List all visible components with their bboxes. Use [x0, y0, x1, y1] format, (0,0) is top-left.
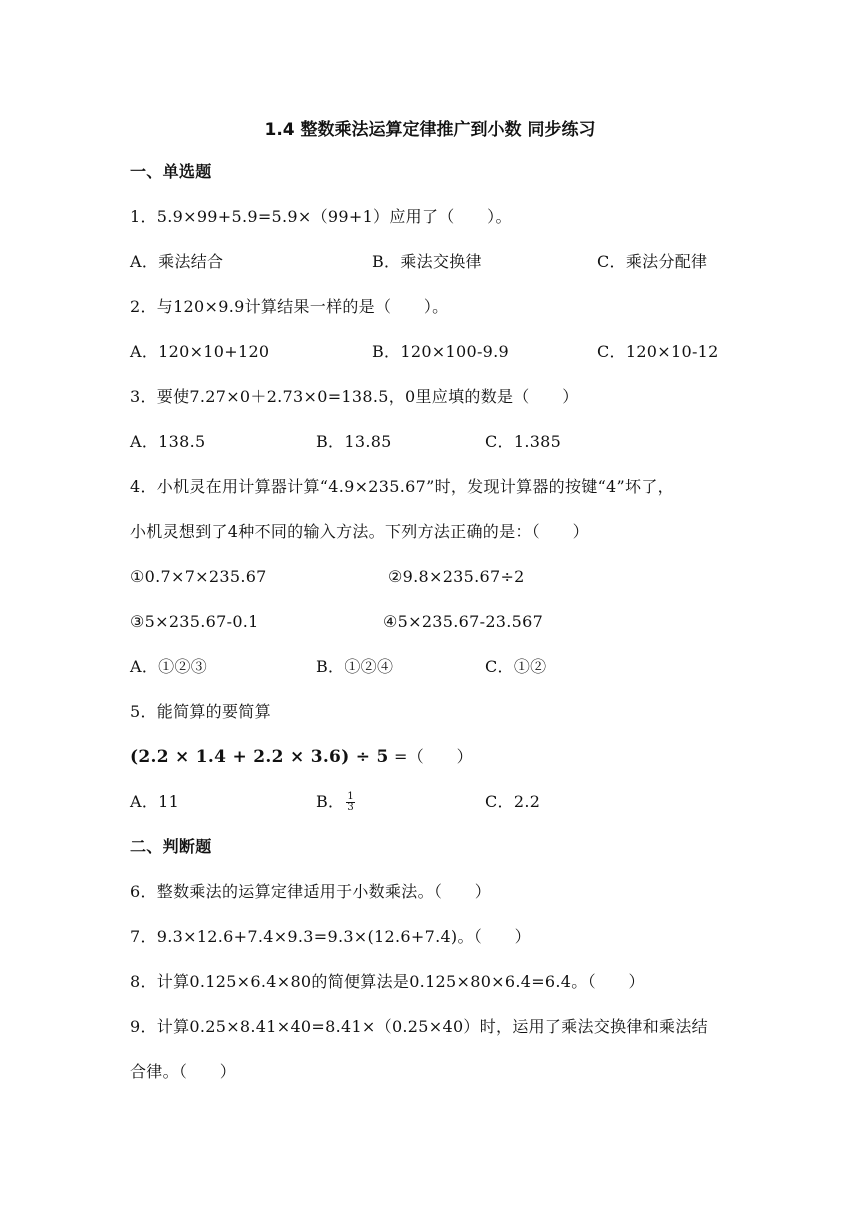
- question-3-option-a: A．138.5: [130, 432, 206, 451]
- question-5-stem: 5．能简算的要简算: [130, 702, 271, 721]
- question-5-answer-blank: =（ ）: [388, 747, 473, 766]
- question-3-stem: 3．要使7.27×0＋2.73×0=138.5，0里应填的数是（ ）: [130, 387, 579, 406]
- section-heading-single-choice: 一、单选题: [130, 162, 212, 181]
- question-4-option-c: C．①②: [485, 657, 547, 676]
- question-4-stem-line-2: 小机灵想到了4种不同的输入方法。下列方法正确的是：（ ）: [130, 522, 589, 541]
- question-9-line-1: 9．计算0.25×8.41×40=8.41×（0.25×40）时，运用了乘法交换律和乘法结: [130, 1017, 708, 1036]
- question-7: 7．9.3×12.6+7.4×9.3=9.3×(12.6+7.4)。（ ）: [130, 927, 531, 946]
- question-4-method-1: ①0.7×7×235.67: [130, 567, 267, 586]
- question-2-stem: 2．与120×9.9计算结果一样的是（ ）。: [130, 297, 449, 316]
- question-4-option-a: A．①②③: [130, 657, 208, 676]
- question-2-option-a: A．120×10+120: [130, 342, 270, 361]
- section-heading-true-false: 二、判断题: [130, 837, 212, 856]
- fraction: [346, 792, 355, 813]
- question-4-option-b: B．①②④: [316, 657, 394, 676]
- question-5-option-c: C．2.2: [485, 792, 541, 811]
- question-3-option-b: B．13.85: [316, 432, 392, 451]
- question-3-option-c: C．1.385: [485, 432, 562, 451]
- question-5-option-a: A．11: [130, 792, 180, 811]
- question-5-option-b-label: B．: [316, 792, 345, 811]
- question-2-option-c: C．120×10-12: [597, 342, 719, 361]
- question-4-method-4: ④5×235.67-23.567: [383, 612, 544, 631]
- question-4-stem-line-1: 4．小机灵在用计算器计算“4.9×235.67”时，发现计算器的按键“4”坏了，: [130, 477, 674, 496]
- question-1-stem: 1．5.9×99+5.9=5.9×（99+1）应用了（ ）。: [130, 207, 512, 226]
- question-4-method-2: ②9.8×235.67÷2: [388, 567, 525, 586]
- question-5-expression: (2.2 × 1.4 + 2.2 × 3.6) ÷ 5: [130, 747, 389, 767]
- question-1-option-c: C．乘法分配律: [597, 252, 708, 271]
- question-9-line-2: 合律。（ ）: [130, 1062, 237, 1081]
- question-8: 8．计算0.125×6.4×80的简便算法是0.125×80×6.4=6.4。（ ）: [130, 972, 645, 991]
- question-5-option-b: [316, 791, 355, 813]
- question-1-option-b: B．乘法交换律: [372, 252, 482, 271]
- question-1-option-a: A．乘法结合: [130, 252, 224, 271]
- question-4-method-3: ③5×235.67-0.1: [130, 612, 259, 631]
- question-5-expression-line: [130, 746, 473, 768]
- page-title: 1.4 整数乘法运算定律推广到小数 同步练习: [264, 120, 596, 140]
- fraction-numerator: 1: [347, 791, 355, 802]
- question-2-option-b: B．120×100-9.9: [372, 342, 509, 361]
- question-6: 6．整数乘法的运算定律适用于小数乘法。（ ）: [130, 882, 492, 901]
- fraction-denominator: 3: [347, 802, 355, 813]
